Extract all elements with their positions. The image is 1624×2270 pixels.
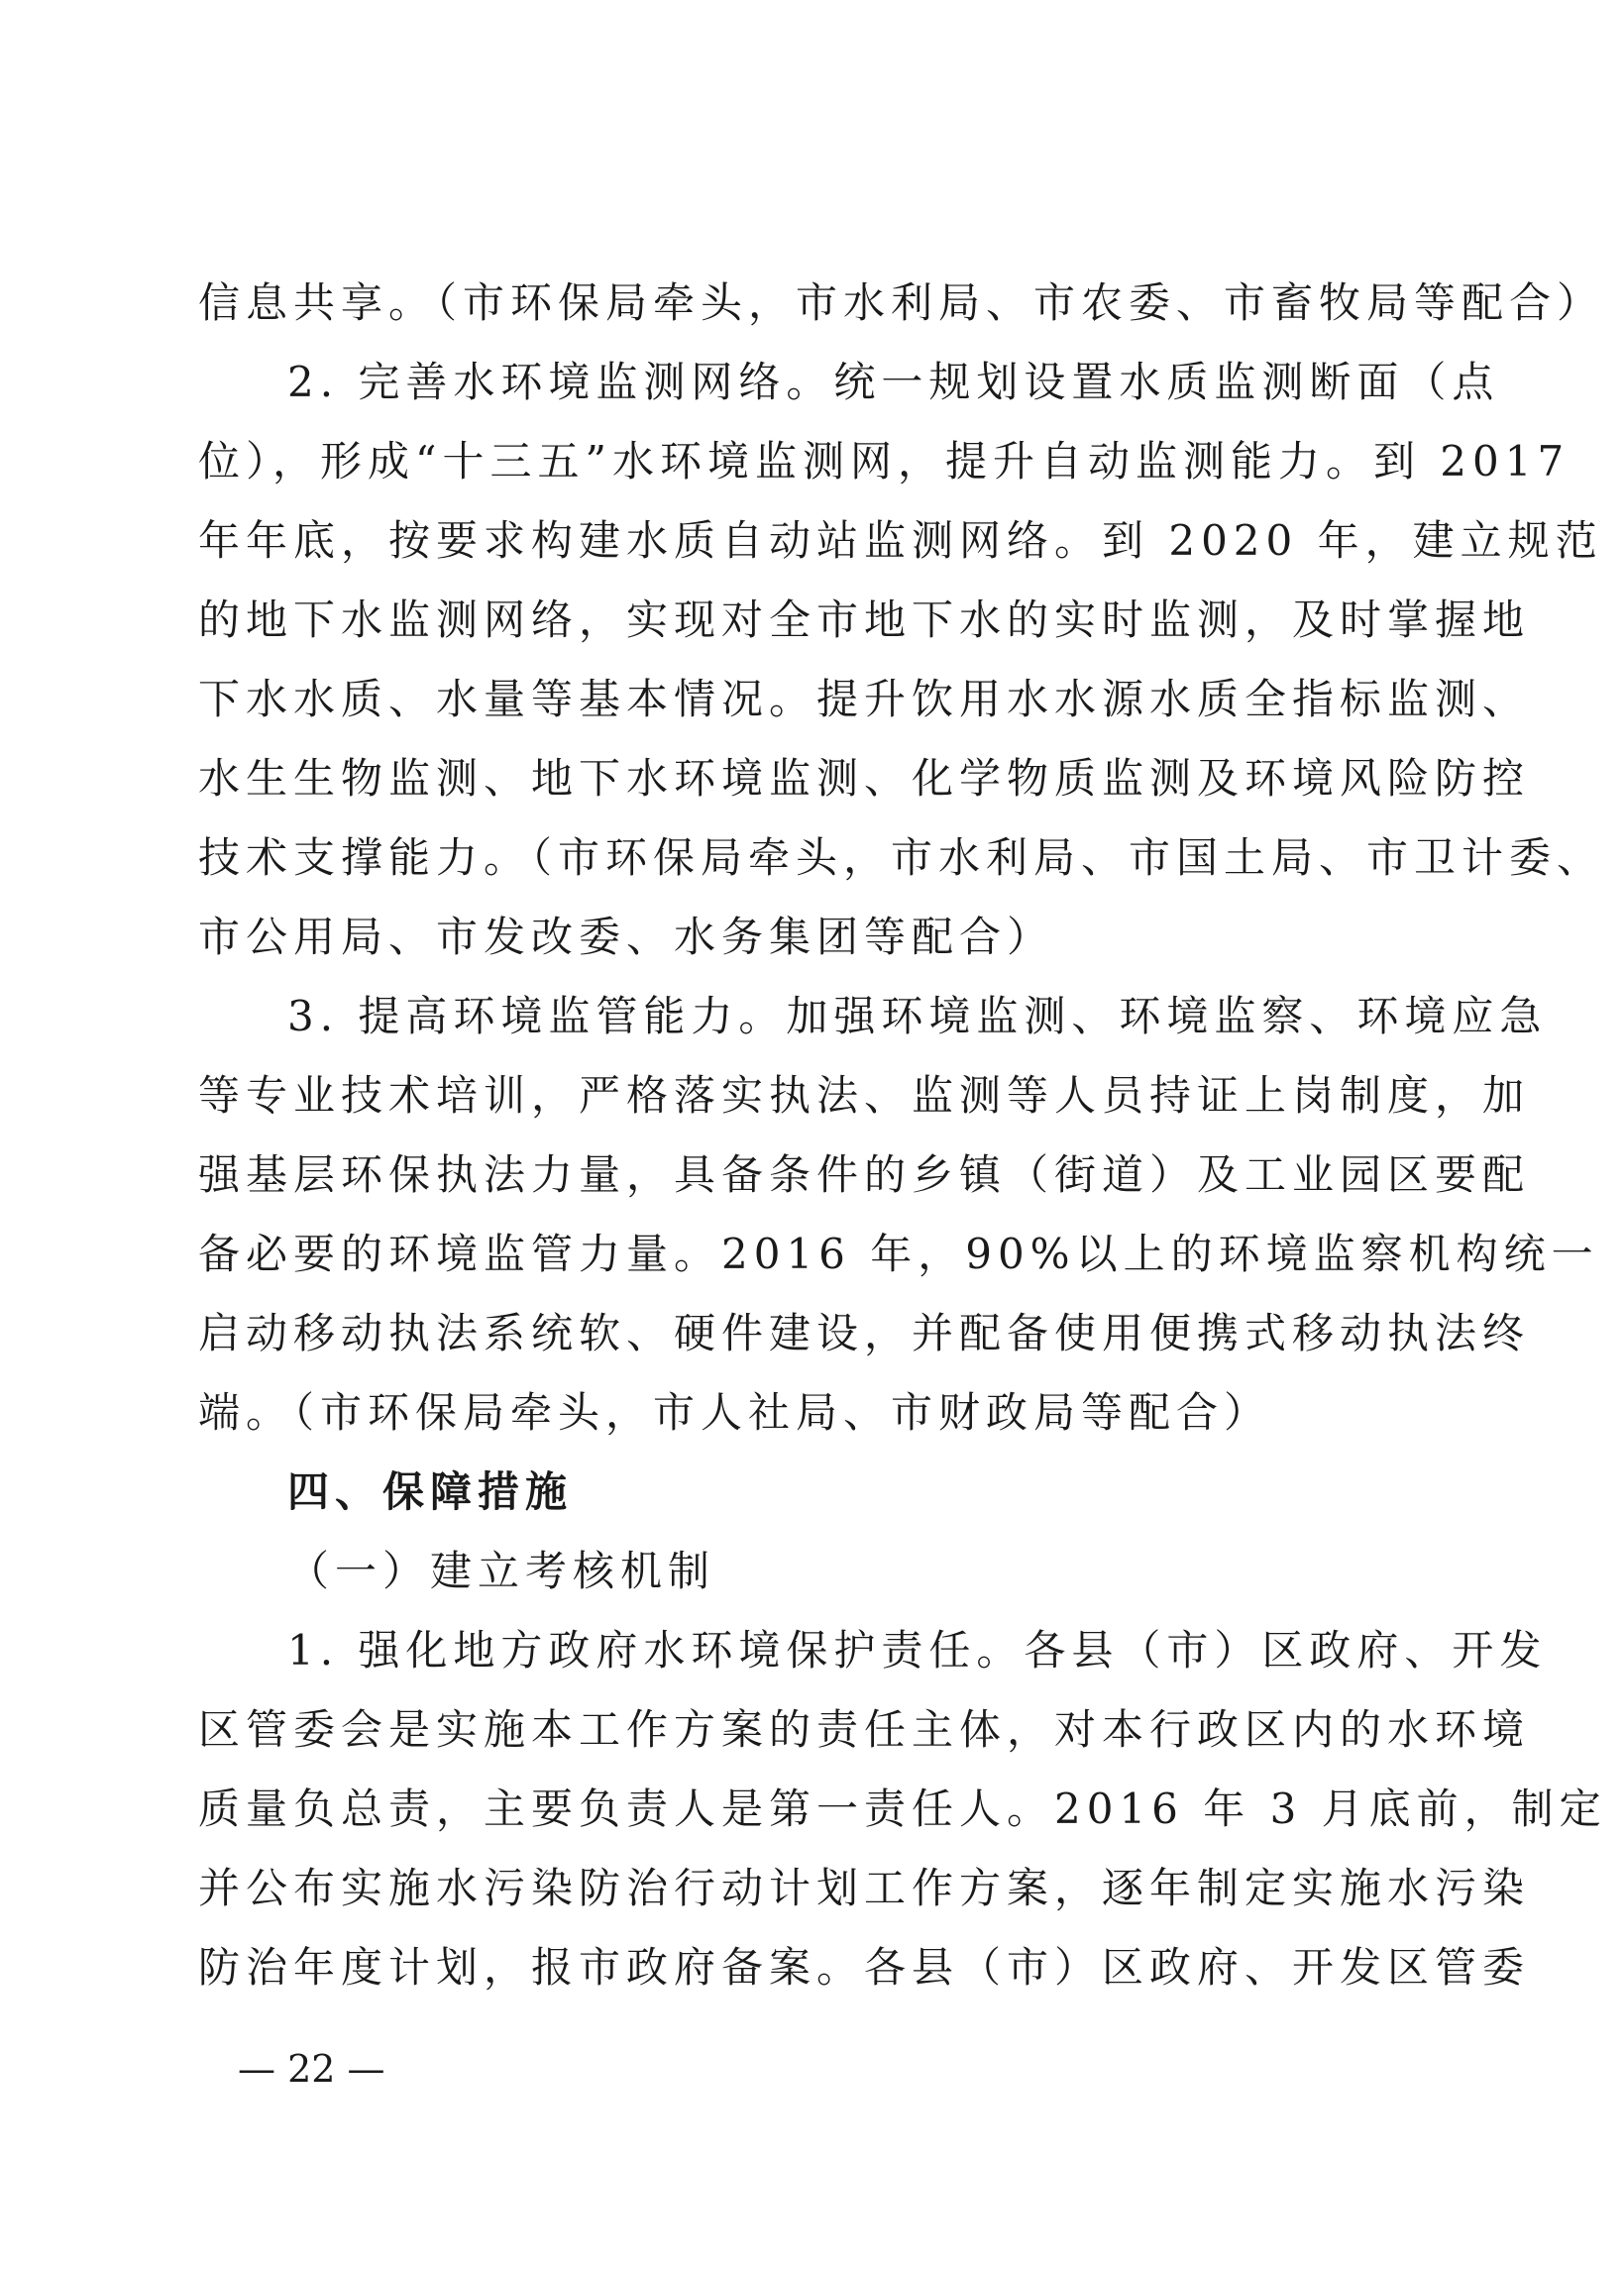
text-line: 防治年度计划，报市政府备案。各县（市）区政府、开发区管委 — [198, 1943, 1531, 1992]
paragraph-heading: 3. 提高环境监管能力。加强环境监测、环境监察、环境应急 — [287, 992, 1548, 1040]
text-line: 市公用局、市发改委、水务集团等配合） — [198, 913, 1055, 961]
text-line: 信息共享。（市环保局牵头，市水利局、市农委、市畜牧局等配合） — [198, 278, 1605, 327]
section-heading: 四、保障措施 — [287, 1467, 574, 1516]
text-line: 质量负总责，主要负责人是第一责任人。2016 年 3 月底前，制定 — [198, 1784, 1607, 1833]
text-line: 的地下水监测网络，实现对全市地下水的实时监测，及时掌握地 — [198, 595, 1531, 644]
text-line: 强基层环保执法力量，具备条件的乡镇（街道）及工业园区要配 — [198, 1150, 1531, 1199]
text-line: 下水水质、水量等基本情况。提升饮用水水源水质全指标监测、 — [198, 675, 1531, 723]
text-line: 备必要的环境监管力量。2016 年，90%以上的环境监察机构统一 — [198, 1230, 1599, 1278]
page-number: — 22 — — [238, 2047, 385, 2091]
subsection-heading: （一）建立考核机制 — [287, 1547, 716, 1595]
text-line: 区管委会是实施本工作方案的责任主体，对本行政区内的水环境 — [198, 1705, 1531, 1754]
text-line: 并公布实施水污染防治行动计划工作方案，逐年制定实施水污染 — [198, 1864, 1531, 1912]
text-line: 位），形成“十三五”水环境监测网，提升自动监测能力。到 2017 — [198, 437, 1570, 486]
text-line: 启动移动执法系统软、硬件建设，并配备使用便携式移动执法终 — [198, 1309, 1531, 1357]
text-line: 技术支撑能力。（市环保局牵头，市水利局、市国土局、市卫计委、 — [198, 833, 1605, 882]
text-line: 年年底，按要求构建水质自动站监测网络。到 2020 年，建立规范 — [198, 516, 1603, 565]
paragraph-heading: 2. 完善水环境监测网络。统一规划设置水质监测断面（点 — [287, 358, 1500, 406]
paragraph-heading: 1. 强化地方政府水环境保护责任。各县（市）区政府、开发 — [287, 1626, 1548, 1675]
text-line: 水生生物监测、地下水环境监测、化学物质监测及环境风险防控 — [198, 754, 1531, 803]
text-line: 等专业技术培训，严格落实执法、监测等人员持证上岗制度，加 — [198, 1071, 1531, 1120]
text-line: 端。（市环保局牵头，市人社局、市财政局等配合） — [198, 1388, 1272, 1437]
